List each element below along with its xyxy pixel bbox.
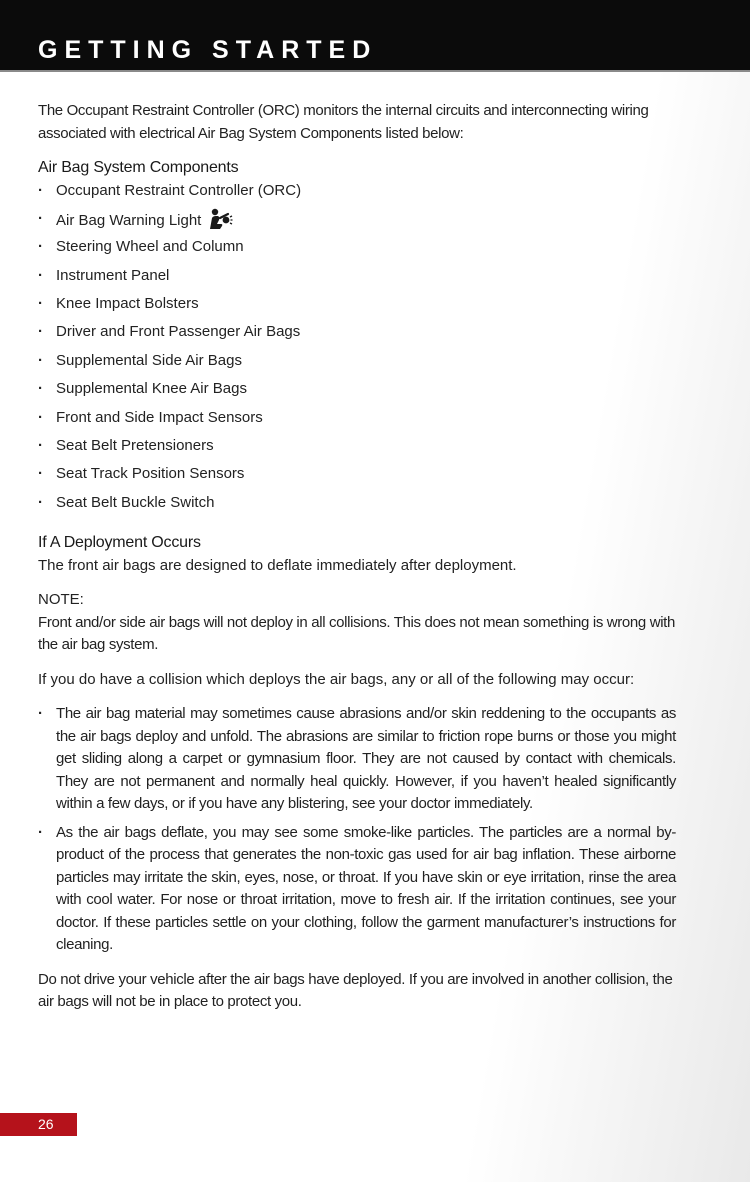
list-item [38, 180, 676, 208]
deployment-heading: If A Deployment Occurs [38, 534, 201, 552]
list-item [38, 265, 676, 293]
list-item-label: Air Bag Warning Light [56, 211, 202, 229]
list-item [38, 435, 676, 463]
list-item-label: Knee Impact Bolsters [56, 295, 199, 313]
list-item [38, 293, 676, 321]
list-item [38, 208, 676, 236]
airbag-warning-icon [207, 208, 233, 237]
list-item-label: Steering Wheel and Column [56, 238, 244, 256]
note-label: NOTE: [38, 591, 84, 609]
list-item-label: Supplemental Side Air Bags [56, 351, 242, 369]
list-item-label: Seat Belt Pretensioners [56, 437, 214, 455]
list-item [38, 378, 676, 406]
page-content [38, 100, 676, 1014]
list-item [38, 350, 676, 378]
section-title: GETTING STARTED [38, 36, 378, 64]
note-text: Front and/or side air bags will not deploy in all collisions. This does not mean something is wrong with the air bag system. [38, 613, 675, 654]
page-number: 26 [38, 1116, 54, 1132]
deflate-paragraph: The front air bags are designed to deflate immediately after deployment. [38, 556, 517, 574]
list-item [38, 463, 676, 491]
closing-paragraph: Do not drive your vehicle after the air bags have deployed. If you are involved in another collision, the air bags will not be in place to protect you. [38, 970, 673, 1011]
page-header [0, 0, 750, 72]
list-item-label: Occupant Restraint Controller (ORC) [56, 181, 302, 199]
list-item-label: Supplemental Knee Air Bags [56, 380, 247, 398]
list-item: · As the air bags deflate, you may see some smoke-like particles. The particles are a normal by-product of the process that generates the non-toxic gas used for air bag inflation. These airborne particles may irritate the skin, eyes, nose, or throat. If you have skin or eye irritation, rinse the area with cool water. For nose or throat irritation, move to fresh air. If the irritation continues, see your doctor. If these particles settle on your clothing, follow the garment manufacturer’s instructions for cleaning. [38, 822, 676, 957]
list-item-label: Instrument Panel [56, 266, 170, 284]
list-item [38, 236, 676, 264]
occurrence-list [38, 703, 676, 957]
list-item-label: Driver and Front Passenger Air Bags [56, 323, 301, 341]
list-item [38, 407, 676, 435]
components-list [38, 180, 676, 521]
list-item-label: Seat Track Position Sensors [56, 465, 245, 483]
list-item [38, 321, 676, 349]
page-number-tab [0, 1113, 77, 1136]
components-heading: Air Bag System Components [38, 159, 239, 176]
list-item-label: Seat Belt Buckle Switch [56, 493, 215, 511]
list-item-label: Front and Side Impact Sensors [56, 408, 263, 426]
collision-intro: If you do have a collision which deploys the air bags, any or all of the following may occur: [38, 670, 635, 688]
list-item [38, 492, 676, 520]
intro-paragraph: The Occupant Restraint Controller (ORC) monitors the internal circuits and interconnecting wiring associated with electrical Air Bag System Components listed below: [38, 102, 649, 142]
list-item: · The air bag material may sometimes cause abrasions and/or skin reddening to the occupants as the air bags deploy and unfold. The abrasions are similar to friction rope burns or those you might get sliding along a carpet or gymnasium floor. They are not caused by contact with chemicals. They are not permanent and normally heal quickly. However, if you haven’t healed significantly within a few days, or if you have any blistering, see your doctor immediately. [38, 703, 676, 816]
